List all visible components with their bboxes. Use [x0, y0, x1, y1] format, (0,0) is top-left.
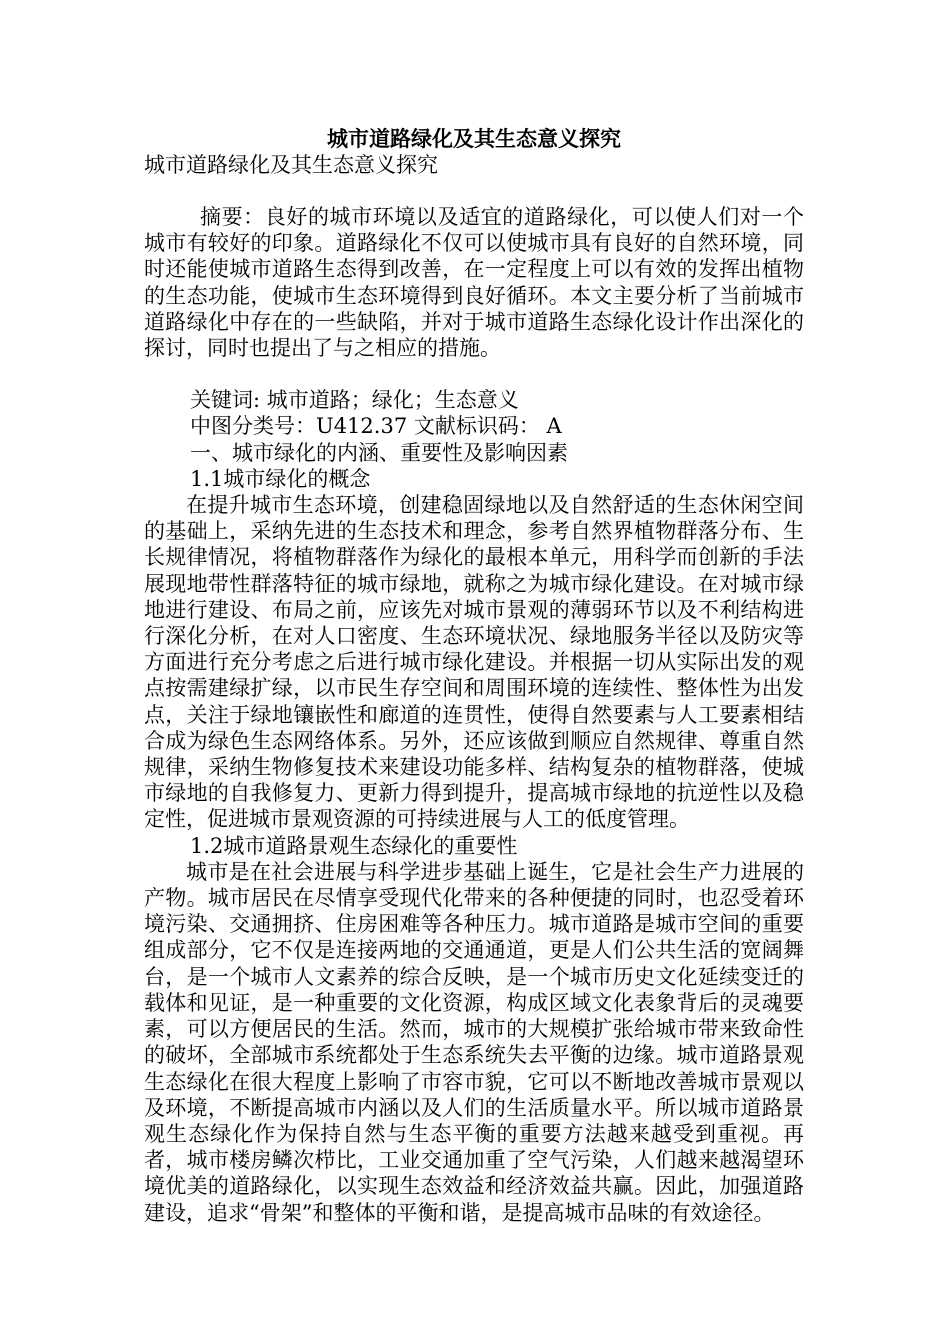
document-subtitle: 城市道路绿化及其生态意义探究	[144, 153, 438, 177]
keywords-line: 关键词: 城市道路；绿化；生态意义	[190, 388, 519, 413]
spacer	[144, 361, 804, 387]
section-1-2-heading: 1.2城市道路景观生态绿化的重要性	[190, 833, 518, 858]
classification-line: 中图分类号：U412.37 文献标识码： A	[190, 414, 562, 439]
abstract-paragraph: 摘要：良好的城市环境以及适宜的道路绿化，可以使人们对一个城市有较好的印象。道路绿化不仅可以使城市具有良好的自然环境，同时还能使城市道路生态得到改善，在一定程度上可以有效的发挥出植物的生态功能，使城市生态环境得到良好循环。本文主要分析了当前城市道路绿化中存在的一些缺陷，并对于城市道路生态绿化设计作出深化的探讨，同时也提出了与之相应的措施。	[144, 205, 804, 361]
section-1-1-heading: 1.1城市绿化的概念	[190, 466, 371, 491]
spacer	[144, 178, 804, 204]
document-title: 城市道路绿化及其生态意义探究	[327, 126, 621, 151]
section-1-2-paragraph: 城市是在社会进展与科学进步基础上诞生，它是社会生产力进展的产物。城市居民在尽情享受现代化带来的各种便捷的同时，也忍受着环境污染、交通拥挤、住房困难等各种压力。城市道路是城市空间的重要组成部分，它不仅是连接两地的交通通道，更是人们公共生活的宽阔舞台，是一个城市人文素养的综合反映，是一个城市历史文化延续变迁的载体和见证，是一种重要的文化资源，构成区域文化表象背后的灵魂要素，可以方便居民的生活。然而，城市的大规模扩张给城市带来致命性的破坏，全部城市系统都处于生态系统失去平衡的边缘。城市道路景观生态绿化在很大程度上影响了市容市貌，它可以不断地改善城市景观以及环境，不断提高城市内涵以及人们的生活质量水平。所以城市道路景观生态绿化作为保持自然与生态平衡的重要方法越来越受到重视。再者，城市楼房鳞次栉比，工业交通加重了空气污染，人们越来越渴望环境优美的道路绿化，以实现生态效益和经济效益共赢。因此，加强道路建设，追求“骨架”和整体的平衡和谐，是提高城市品味的有效途径。	[144, 859, 804, 1225]
section-1-heading: 一、城市绿化的内涵、重要性及影响因素	[190, 440, 568, 465]
document-page	[144, 118, 804, 1226]
section-1-1-paragraph: 在提升城市生态环境，创建稳固绿地以及自然舒适的生态休闲空间的基础上，采纳先进的生态技术和理念，参考自然界植物群落分布、生长规律情况，将植物群落作为绿化的最根本单元，用科学而创新的手法展现地带性群落特征的城市绿地，就称之为城市绿化建设。在对城市绿地进行建设、布局之前，应该先对城市景观的薄弱环节以及不利结构进行深化分析，在对人口密度、生态环境状况、绿地服务半径以及防灾等方面进行充分考虑之后进行城市绿化建设。并根据一切从实际出发的观点按需建绿扩绿，以市民生存空间和周围环境的连续性、整体性为出发点，关注于绿地镶嵌性和廊道的连贯性，使得自然要素与人工要素相结合成为绿色生态网络体系。另外，还应该做到顺应自然规律、尊重自然规律，采纳生物修复技术来建设功能多样、结构复杂的植物群落，使城市绿地的自我修复力、更新力得到提升，提高城市绿地的抗逆性以及稳定性，促进城市景观资源的可持续进展与人工的低度管理。	[144, 493, 804, 832]
